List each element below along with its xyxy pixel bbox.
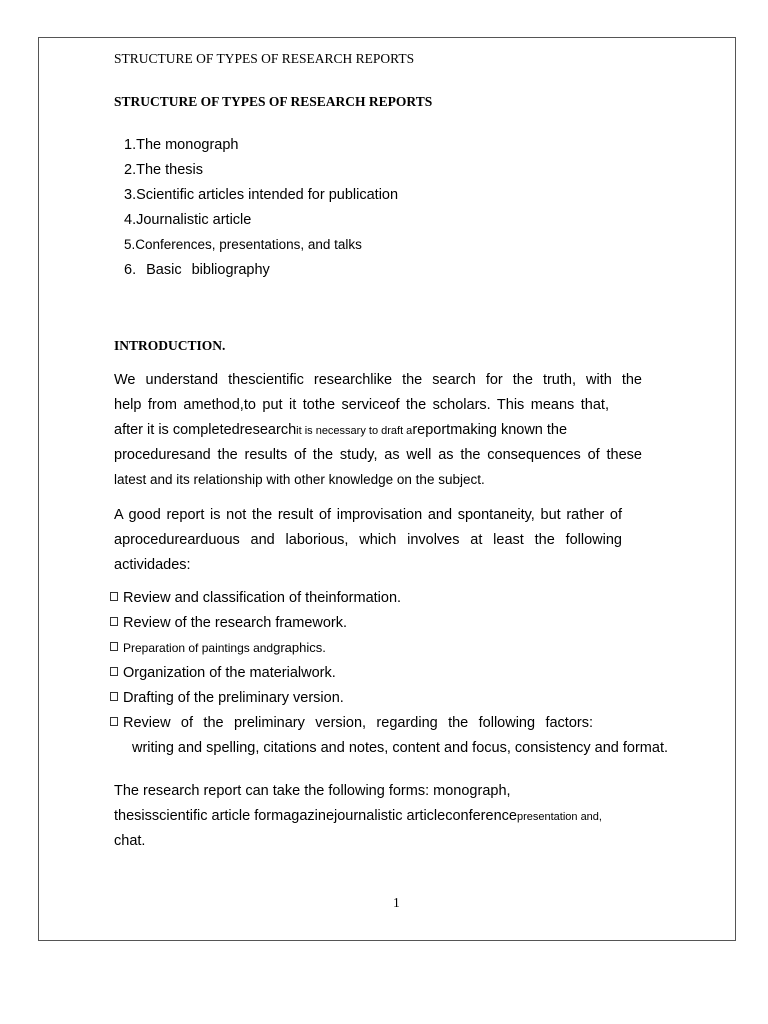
text-run: it is necessary to draft a bbox=[296, 425, 413, 437]
list-item bbox=[110, 689, 685, 714]
checkbox-bullet-icon bbox=[110, 667, 118, 676]
running-header: STRUCTURE OF TYPES OF RESEARCH REPORTS bbox=[114, 51, 415, 66]
toc-item-conferences: 5.Conferences, presentations, and talks bbox=[124, 237, 362, 252]
paragraph-line bbox=[114, 807, 626, 832]
paragraph-line bbox=[114, 421, 642, 446]
introduction-heading: INTRODUCTION. bbox=[114, 338, 226, 353]
checkbox-bullet-icon bbox=[110, 692, 118, 701]
checkbox-bullet-icon bbox=[110, 642, 118, 651]
toc-item-journalistic-article: 4.Journalistic article bbox=[124, 212, 252, 228]
paragraph-line: aprocedurearduous and laborious, which involves at least the following bbox=[114, 532, 622, 548]
paragraph-line: help from amethod,to put it tothe serviceof the scholars. This means that, bbox=[114, 397, 609, 413]
list-item bbox=[110, 664, 685, 689]
paragraph-line: proceduresand the results of the study, as well as the consequences of these bbox=[114, 447, 642, 463]
toc-item-bibliography: 6. Basic bibliography bbox=[124, 262, 270, 278]
page-number: 1 bbox=[393, 895, 400, 910]
activities-list bbox=[110, 589, 685, 764]
paragraph-line: latest and its relationship with other knowledge on the subject. bbox=[114, 472, 485, 487]
list-item bbox=[110, 614, 685, 639]
text-run: thesisscientific article formagazinejournalistic articleconference bbox=[114, 808, 517, 824]
paragraph-line: A good report is not the result of improvisation and spontaneity, but rather of bbox=[114, 507, 622, 523]
list-item-text: graphics. bbox=[273, 640, 326, 655]
paragraph-line: The research report can take the following forms: monograph, bbox=[114, 783, 511, 799]
checkbox-bullet-icon bbox=[110, 717, 118, 726]
introduction-paragraph-2 bbox=[114, 506, 622, 581]
checkbox-bullet-icon bbox=[110, 617, 118, 626]
introduction-paragraph-1 bbox=[114, 371, 642, 496]
toc-item-scientific-articles: 3.Scientific articles intended for publication bbox=[124, 187, 399, 203]
list-item-text: Organization of the materialwork. bbox=[123, 665, 336, 681]
list-item-text: Review of the preliminary version, regarding the following factors: bbox=[123, 715, 593, 731]
checkbox-bullet-icon bbox=[110, 592, 118, 601]
list-item bbox=[110, 714, 685, 739]
list-item-continuation: writing and spelling, citations and notes, content and focus, consistency and format. bbox=[132, 740, 669, 756]
text-run: reportmaking known the bbox=[412, 422, 568, 438]
table-of-contents bbox=[124, 136, 398, 286]
paragraph-line: We understand thescientific researchlike the search for the truth, with the bbox=[114, 372, 642, 388]
text-run: after it is completedresearch bbox=[114, 422, 297, 438]
list-item bbox=[110, 589, 685, 614]
list-item-text: Preparation of paintings and bbox=[123, 641, 274, 655]
document-title: STRUCTURE OF TYPES OF RESEARCH REPORTS bbox=[114, 94, 433, 109]
list-item-text: Review of the research framework. bbox=[123, 615, 348, 631]
toc-item-thesis: 2.The thesis bbox=[124, 162, 203, 178]
list-item-text: Drafting of the preliminary version. bbox=[123, 690, 344, 706]
introduction-paragraph-3 bbox=[114, 782, 626, 857]
paragraph-line: actividades: bbox=[114, 557, 191, 573]
text-run: presentation and, bbox=[516, 811, 602, 823]
toc-item-monograph: 1.The monograph bbox=[124, 137, 239, 153]
paragraph-line: chat. bbox=[114, 833, 146, 849]
list-item bbox=[110, 639, 685, 664]
list-item-text: Review and classification of theinformation. bbox=[123, 590, 402, 606]
